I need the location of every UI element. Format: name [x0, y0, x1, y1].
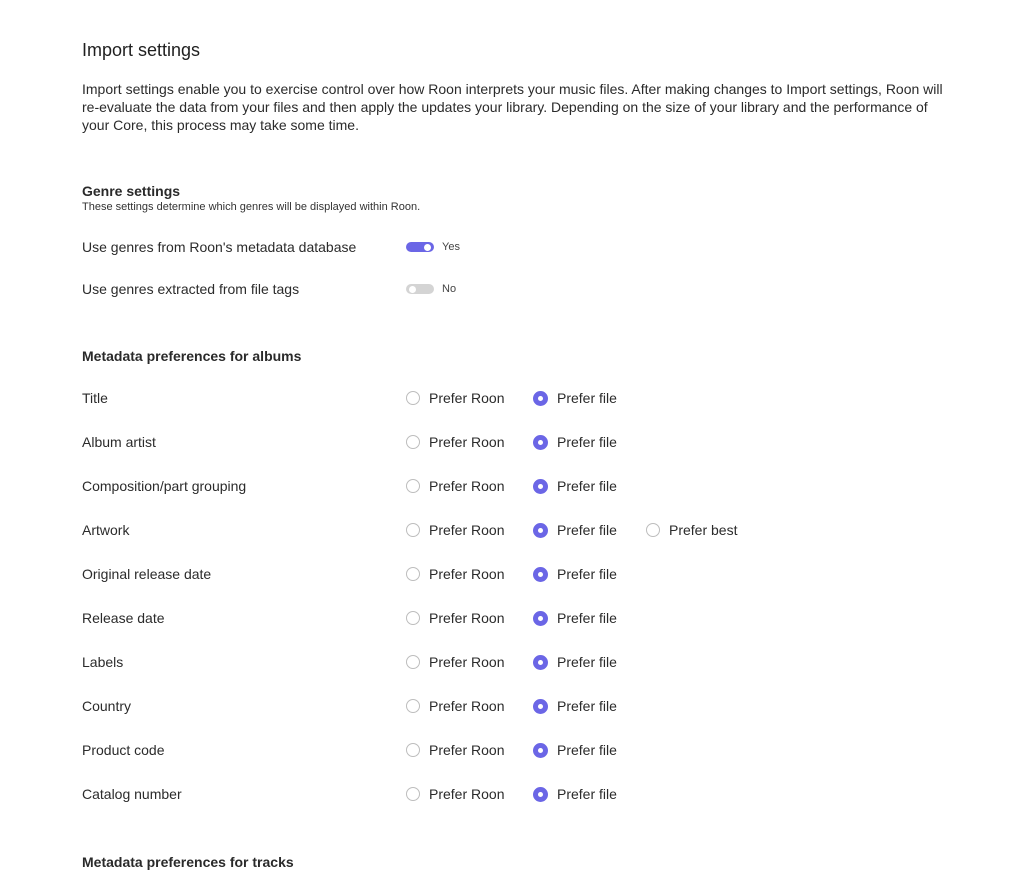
prefer-roon-label: Prefer Roon: [429, 522, 505, 538]
prefer-roon-option[interactable]: [406, 389, 504, 407]
album-field-label: Original release date: [82, 566, 212, 582]
radio-button[interactable]: [533, 435, 548, 450]
page-title: Import settings: [82, 40, 201, 60]
prefer-roon-option[interactable]: [406, 785, 504, 803]
radio-button[interactable]: [533, 787, 548, 802]
radio-button[interactable]: [406, 523, 420, 537]
genre-setting-toggle[interactable]: [406, 242, 434, 252]
radio-button[interactable]: [406, 611, 420, 625]
radio-button[interactable]: [646, 523, 660, 537]
prefer-roon-option[interactable]: [406, 565, 504, 583]
prefer-roon-label: Prefer Roon: [429, 478, 505, 494]
prefer-file-option[interactable]: [533, 653, 617, 671]
radio-button[interactable]: [533, 391, 548, 406]
prefer-file-option[interactable]: [533, 785, 617, 803]
prefer-file-option[interactable]: [533, 565, 617, 583]
album-field-label: Product code: [82, 742, 165, 758]
prefer-file-option[interactable]: [533, 609, 617, 627]
prefer-file-option[interactable]: [533, 477, 617, 495]
radio-button[interactable]: [533, 699, 548, 714]
prefer-roon-option[interactable]: [406, 653, 504, 671]
radio-button[interactable]: [406, 655, 420, 669]
prefer-file-label: Prefer file: [557, 434, 617, 450]
prefer-roon-option[interactable]: [406, 521, 504, 539]
prefer-file-option[interactable]: [533, 697, 617, 715]
radio-button[interactable]: [533, 567, 548, 582]
prefer-roon-option[interactable]: [406, 609, 504, 627]
album-metadata-title: Metadata preferences for albums: [82, 348, 302, 364]
genre-setting-label: Use genres extracted from file tags: [82, 281, 300, 297]
genre-settings-subtitle: These settings determine which genres will be displayed within Roon.: [82, 201, 421, 213]
prefer-roon-label: Prefer Roon: [429, 654, 505, 670]
toggle-knob: [409, 286, 416, 293]
prefer-file-label: Prefer file: [557, 522, 617, 538]
album-field-label: Catalog number: [82, 786, 182, 802]
toggle-knob: [424, 244, 431, 251]
prefer-roon-option[interactable]: [406, 433, 504, 451]
radio-button[interactable]: [533, 479, 548, 494]
prefer-file-label: Prefer file: [557, 610, 617, 626]
prefer-roon-option[interactable]: [406, 477, 504, 495]
intro-text: Import settings enable you to exercise control over how Roon interprets your music files. After making changes to Import settings, Roon will re-evaluate the data from your files and then apply the updates your library. Depending on the size of your library and the performance of your Core, this process may take some time.: [82, 81, 943, 133]
radio-button[interactable]: [406, 567, 420, 581]
prefer-roon-label: Prefer Roon: [429, 434, 505, 450]
prefer-file-label: Prefer file: [557, 786, 617, 802]
radio-button[interactable]: [406, 391, 420, 405]
prefer-file-label: Prefer file: [557, 698, 617, 714]
album-field-label: Country: [82, 698, 132, 714]
radio-button[interactable]: [533, 523, 548, 538]
radio-button[interactable]: [406, 699, 420, 713]
radio-button[interactable]: [406, 743, 420, 757]
prefer-file-label: Prefer file: [557, 566, 617, 582]
prefer-roon-label: Prefer Roon: [429, 610, 505, 626]
radio-button[interactable]: [533, 611, 548, 626]
prefer-best-label: Prefer best: [669, 522, 738, 538]
prefer-roon-option[interactable]: [406, 697, 504, 715]
prefer-file-label: Prefer file: [557, 390, 617, 406]
radio-button[interactable]: [533, 743, 548, 758]
prefer-roon-label: Prefer Roon: [429, 566, 505, 582]
radio-button[interactable]: [406, 479, 420, 493]
prefer-roon-label: Prefer Roon: [429, 390, 505, 406]
prefer-roon-label: Prefer Roon: [429, 786, 505, 802]
album-field-label: Title: [82, 390, 108, 406]
prefer-file-label: Prefer file: [557, 742, 617, 758]
prefer-file-label: Prefer file: [557, 478, 617, 494]
album-field-label: Composition/part grouping: [82, 478, 247, 494]
prefer-file-option[interactable]: [533, 521, 617, 539]
album-field-label: Release date: [82, 610, 165, 626]
track-metadata-title: Metadata preferences for tracks: [82, 854, 294, 870]
prefer-roon-label: Prefer Roon: [429, 698, 505, 714]
album-field-label: Album artist: [82, 434, 156, 450]
radio-button[interactable]: [406, 787, 420, 801]
prefer-roon-label: Prefer Roon: [429, 742, 505, 758]
genre-setting-label: Use genres from Roon's metadata database: [82, 239, 357, 255]
album-field-label: Labels: [82, 654, 124, 670]
prefer-file-label: Prefer file: [557, 654, 617, 670]
genre-setting-toggle[interactable]: [406, 284, 434, 294]
prefer-file-option[interactable]: [533, 433, 617, 451]
toggle-state-text: No: [442, 283, 457, 295]
prefer-best-option[interactable]: [646, 521, 737, 539]
genre-settings-title: Genre settings: [82, 183, 181, 199]
album-field-label: Artwork: [82, 522, 130, 538]
radio-button[interactable]: [533, 655, 548, 670]
prefer-file-option[interactable]: [533, 741, 617, 759]
prefer-file-option[interactable]: [533, 389, 617, 407]
radio-button[interactable]: [406, 435, 420, 449]
toggle-state-text: Yes: [442, 241, 460, 253]
prefer-roon-option[interactable]: [406, 741, 504, 759]
